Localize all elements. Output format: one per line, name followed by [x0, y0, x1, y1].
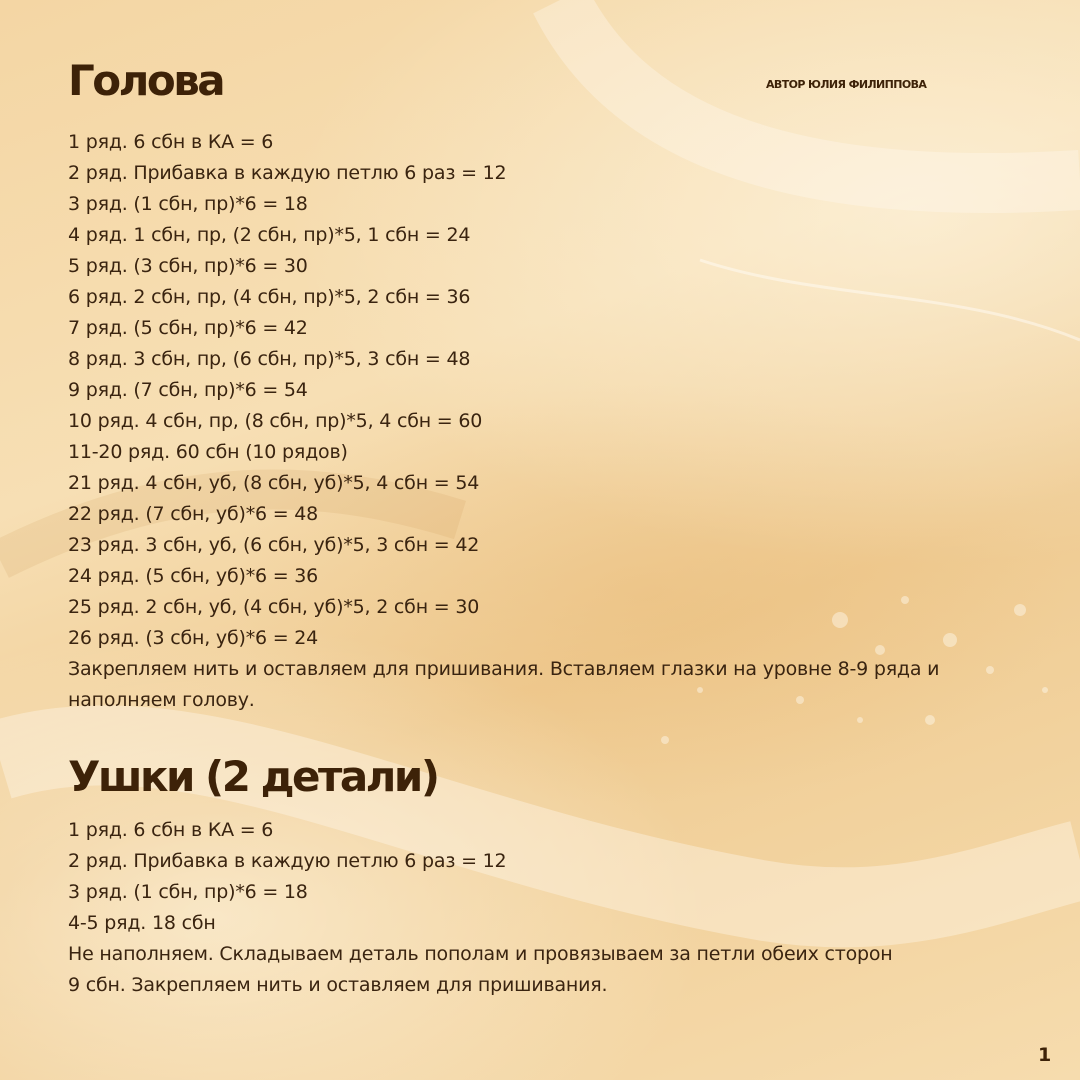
row-line: 2 ряд. Прибавка в каждую петлю 6 раз = 12 — [68, 162, 507, 184]
row-line: 3 ряд. (1 сбн, пр)*6 = 18 — [68, 881, 308, 903]
ears-instructions — [68, 815, 1038, 1001]
section-title-ears: Ушки (2 детали) — [68, 752, 438, 801]
row-line: 8 ряд. 3 сбн, пр, (6 сбн, пр)*5, 3 сбн = 48 — [68, 348, 471, 370]
row-line: 4-5 ряд. 18 сбн — [68, 912, 216, 934]
row-line: 10 ряд. 4 сбн, пр, (8 сбн, пр)*5, 4 сбн = 60 — [68, 410, 483, 432]
row-line: 23 ряд. 3 сбн, уб, (6 сбн, уб)*5, 3 сбн = 42 — [68, 534, 480, 556]
head-finishing-note: Закрепляем нить и оставляем для пришивания. Вставляем глазки на уровне 8-9 ряда и наполняем голову. — [68, 658, 940, 711]
ears-finishing-note: Не наполняем. Складываем деталь пополам и провязываем за петли обеих сторон — [68, 943, 893, 965]
row-line: 7 ряд. (5 сбн, пр)*6 = 42 — [68, 317, 308, 339]
page-number: 1 — [1038, 1044, 1052, 1066]
author-credit: АВТОР ЮЛИЯ ФИЛИППОВА — [766, 78, 927, 91]
row-line: 3 ряд. (1 сбн, пр)*6 = 18 — [68, 193, 308, 215]
row-line: 6 ряд. 2 сбн, пр, (4 сбн, пр)*5, 2 сбн = 36 — [68, 286, 471, 308]
row-line: 9 ряд. (7 сбн, пр)*6 = 54 — [68, 379, 308, 401]
row-line: 1 ряд. 6 сбн в КА = 6 — [68, 131, 274, 153]
ears-finishing-note: 9 сбн. Закрепляем нить и оставляем для пришивания. — [68, 974, 608, 996]
row-line: 21 ряд. 4 сбн, уб, (8 сбн, уб)*5, 4 сбн = 54 — [68, 472, 480, 494]
row-line: 4 ряд. 1 сбн, пр, (2 сбн, пр)*5, 1 сбн = 24 — [68, 224, 471, 246]
row-line: 25 ряд. 2 сбн, уб, (4 сбн, уб)*5, 2 сбн = 30 — [68, 596, 480, 618]
row-line: 1 ряд. 6 сбн в КА = 6 — [68, 819, 274, 841]
row-line: 22 ряд. (7 сбн, уб)*6 = 48 — [68, 503, 319, 525]
row-line: 2 ряд. Прибавка в каждую петлю 6 раз = 12 — [68, 850, 507, 872]
row-line: 5 ряд. (3 сбн, пр)*6 = 30 — [68, 255, 308, 277]
row-line: 24 ряд. (5 сбн, уб)*6 = 36 — [68, 565, 319, 587]
row-line: 26 ряд. (3 сбн, уб)*6 = 24 — [68, 627, 319, 649]
section-title-head: Голова — [68, 56, 224, 105]
head-instructions — [68, 127, 1038, 716]
row-line: 11-20 ряд. 60 сбн (10 рядов) — [68, 441, 348, 463]
